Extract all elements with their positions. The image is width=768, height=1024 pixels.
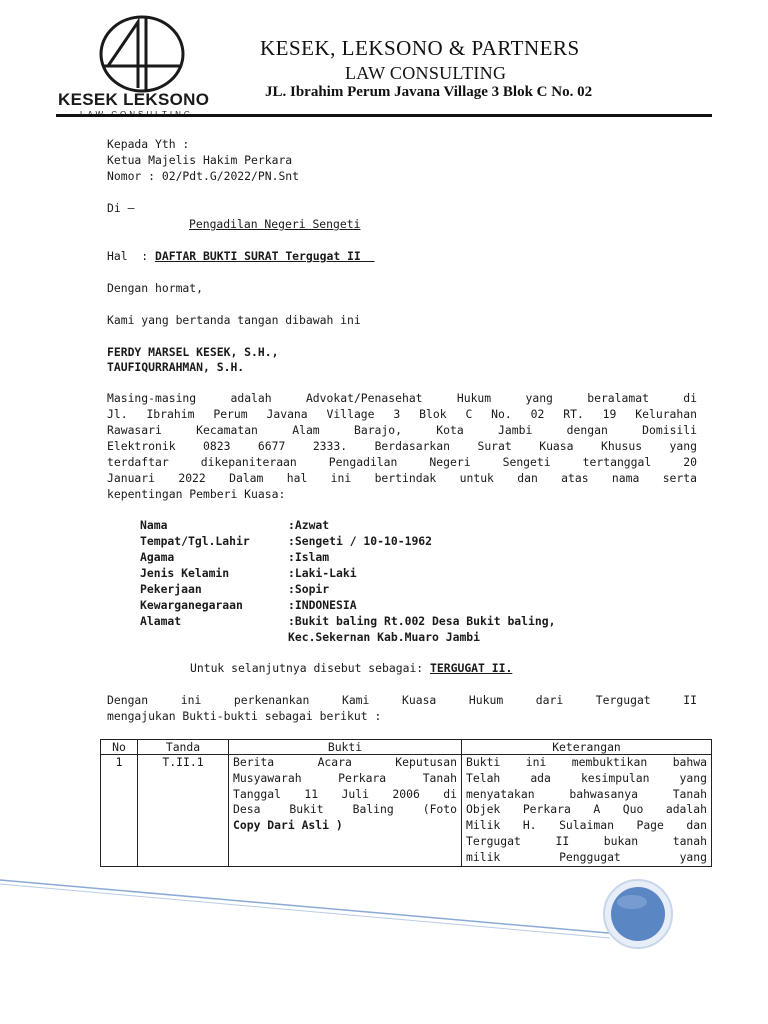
recipient-line: Ketua Majelis Hakim Perkara	[107, 153, 293, 167]
evidence-table	[100, 739, 712, 867]
firm-logo	[54, 14, 234, 120]
identity-value: :Bukit baling Rt.002 Desa Bukit baling,	[288, 614, 556, 628]
keterangan-line: Telah ada kesimpulan yang	[466, 770, 707, 785]
body-paragraph-line: Jl. Ibrahim Perum Javana Village 3 Blok C No. 02 RT. 19 Kelurahan	[107, 407, 697, 421]
logo-name: KESEK LEKSONO	[58, 90, 210, 109]
keterangan-line: menyatakan bahwasanya Tanah	[466, 786, 707, 801]
case-number: Nomor : 02/Pdt.G/2022/PN.Snt	[107, 169, 300, 183]
bukti-line: Musyawarah Perkara Tanah	[233, 770, 457, 785]
bukti-line: Berita Acara Keputusan	[233, 755, 457, 769]
subject-title: DAFTAR BUKTI SURAT Tergugat II	[155, 249, 375, 263]
body-paragraph-line: terdaftar dikepaniteraan Pengadilan Negeri Sengeti tertanggal 20	[107, 455, 697, 469]
identity-value: :INDONESIA	[288, 598, 357, 612]
identity-label: Kewarganegaraan	[140, 598, 243, 612]
recipient-di: Di –	[107, 201, 135, 215]
intro-text: Kami yang bertanda tangan dibawah ini	[107, 313, 361, 327]
cell-no: 1	[101, 755, 138, 867]
identity-label: Pekerjaan	[140, 582, 202, 596]
advocate-name: TAUFIQURRAHMAN, S.H.	[107, 360, 245, 374]
column-header-no: No	[101, 740, 138, 755]
advocate-name: FERDY MARSEL KESEK, S.H.,	[107, 345, 279, 359]
body-paragraph-line: Rawasari Kecamatan Alam Barajo, Kota Jambi dengan Domisili	[107, 423, 697, 437]
identity-label: Nama	[140, 518, 168, 532]
column-header-tanda: Tanda	[138, 740, 229, 755]
identity-value: :Sengeti / 10-10-1962	[288, 534, 433, 548]
keterangan-line: Milik H. Sulaiman Page dan	[466, 818, 707, 833]
subject-label: Hal :	[107, 249, 156, 263]
cell-bukti	[229, 755, 462, 867]
firm-logo-emblem	[98, 14, 186, 94]
submission-line: mengajukan Bukti-bukti sebagai berikut :	[107, 709, 382, 723]
bukti-line: Copy Dari Asli )	[233, 818, 343, 833]
body-paragraph-line: Januari 2022 Dalam hal ini bertindak untuk dan atas nama serta	[107, 471, 697, 485]
identity-value: :Laki-Laki	[288, 566, 357, 580]
bukti-line: Desa Bukit Baling (Foto	[233, 802, 457, 817]
identity-label: Alamat	[140, 614, 182, 628]
subject-line	[107, 249, 374, 263]
column-header-keterangan: Keterangan	[462, 740, 712, 755]
greeting: Dengan hormat,	[107, 281, 204, 295]
letterhead-divider	[56, 114, 712, 117]
table-row	[101, 755, 712, 867]
firm-name: KESEK, LEKSONO & PARTNERS	[260, 36, 580, 60]
footer-decoration	[0, 860, 768, 970]
body-paragraph-line: Masing-masing adalah Advokat/Penasehat Hukum yang beralamat di	[107, 391, 697, 405]
court-name: Pengadilan Negeri Sengeti	[189, 217, 361, 231]
keterangan-line: Bukti ini membuktikan bahwa	[466, 755, 707, 769]
firm-subtitle: LAW CONSULTING	[345, 63, 507, 83]
cell-keterangan	[462, 755, 712, 867]
table-header-row	[101, 740, 712, 755]
column-header-bukti: Bukti	[229, 740, 462, 755]
identity-value: :Azwat	[288, 518, 330, 532]
keterangan-line: milik Penggugat yang	[466, 849, 707, 864]
bukti-line: Tanggal 11 Juli 2006 di	[233, 786, 457, 801]
keterangan-line: Tergugat II bukan tanah	[466, 833, 707, 848]
designation-line	[190, 661, 512, 675]
identity-label: Jenis Kelamin	[140, 566, 230, 580]
cell-tanda: T.II.1	[138, 755, 229, 867]
identity-value: :Sopir	[288, 582, 330, 596]
keterangan-line: Objek Perkara A Quo adalah	[466, 802, 707, 817]
designation-role: TERGUGAT II.	[430, 661, 513, 675]
firm-address: JL. Ibrahim Perum Javana Village 3 Blok C No. 02	[265, 84, 593, 100]
body-paragraph-line: kepentingan Pemberi Kuasa:	[107, 487, 286, 501]
submission-line: Dengan ini perkenankan Kami Kuasa Hukum dari Tergugat II	[107, 693, 697, 707]
identity-value: :Islam	[288, 550, 330, 564]
body-paragraph-line: Elektronik 0823 6677 2333. Berdasarkan Surat Kuasa Khusus yang	[107, 439, 697, 453]
designation-prefix: Untuk selanjutnya disebut sebagai:	[190, 661, 431, 675]
identity-label: Tempat/Tgl.Lahir	[140, 534, 250, 548]
identity-label: Agama	[140, 550, 175, 564]
recipient-line: Kepada Yth :	[107, 137, 190, 151]
identity-value: Kec.Sekernan Kab.Muaro Jambi	[288, 630, 481, 644]
